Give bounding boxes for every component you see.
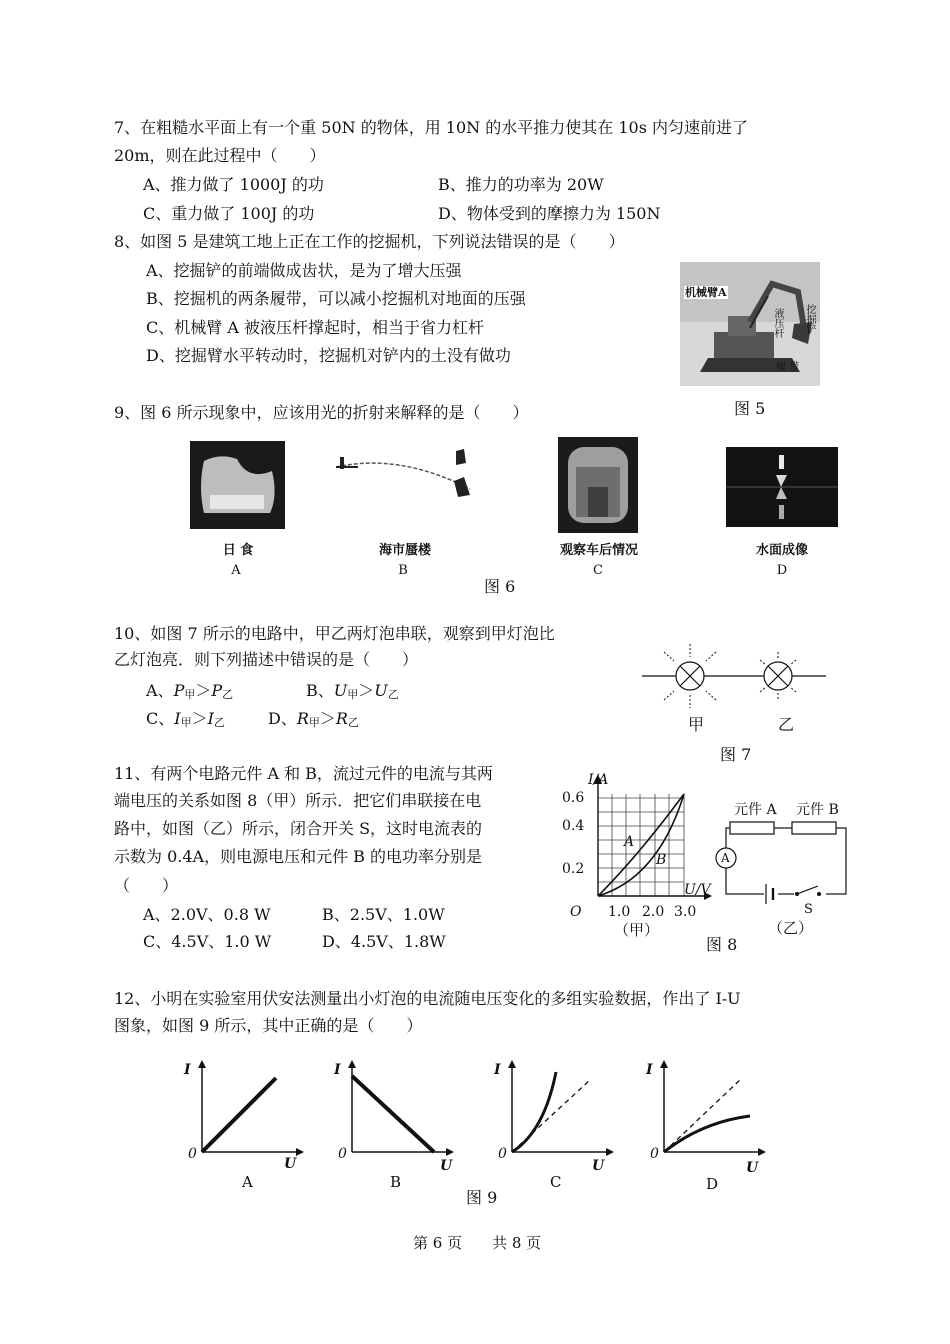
q10-stem-line1: 10、如图 7 所示的电路中，甲乙两灯泡串联，观察到甲灯泡比: [114, 624, 555, 643]
q10-option-b: [306, 681, 399, 705]
fig6-caption-c: 观察车后情况: [559, 543, 638, 558]
q8-option-a: A、挖掘铲的前端做成齿状，是为了增大压强: [146, 261, 462, 280]
q8-option-d: D、挖掘臂水平转动时，挖掘机对铲内的土没有做功: [146, 346, 511, 365]
q10-opt-a-var1: P: [173, 681, 185, 700]
fig9-c-letter: C: [550, 1173, 562, 1191]
series-circuit: [706, 796, 856, 942]
excavator-label-arm: 机械臂A: [685, 286, 727, 299]
mirage-image: [330, 441, 480, 507]
figure-5-caption: 图 5: [734, 399, 766, 418]
q10-opt-c-rel: ＞: [191, 709, 208, 728]
q10-opt-d-sub2: 乙: [347, 716, 359, 729]
fig6-letter-d: D: [776, 563, 788, 578]
car-mirror-image: [558, 437, 638, 533]
q10-opt-d-rel: ＞: [319, 709, 336, 728]
q8-option-b: B、挖掘机的两条履带，可以减小挖掘机对地面的压强: [146, 289, 526, 308]
circuit-ammeter-icon: A: [721, 851, 730, 865]
q10-option-c: [146, 709, 225, 733]
fig9-graph-c: [490, 1056, 620, 1196]
excavator-label-track: 履 带: [776, 362, 800, 373]
q10-opt-d-sub1: 甲: [308, 716, 320, 729]
mirage-drawing: [330, 441, 480, 507]
graph-jia-xtick-1: 1.0: [608, 904, 631, 920]
figure-7-caption: 图 7: [720, 745, 752, 764]
q11-stem-line2: 端电压的关系如图 8（甲）所示．把它们串联接在电: [114, 791, 482, 810]
fig6-caption-b: 海市蜃楼: [378, 543, 431, 558]
q11-option-d: D、4.5V、1.8W: [322, 932, 446, 951]
fig9-c-origin: 0: [498, 1146, 507, 1162]
q7-option-a: A、推力做了 1000J 的功: [143, 175, 324, 194]
q10-opt-c-var2: I: [207, 709, 214, 728]
fig9-a-origin: 0: [188, 1146, 197, 1162]
q10-opt-b-sub2: 乙: [387, 688, 399, 701]
fig9-a-letter: A: [242, 1173, 253, 1191]
graph-jia-xtick-2: 2.0: [642, 904, 665, 920]
graph-jia-xlabel: U/V: [684, 882, 711, 898]
fig9-b-letter: B: [390, 1173, 402, 1191]
fig9-c-xlabel: U: [592, 1158, 605, 1174]
circuit-caption: （乙）: [768, 919, 814, 937]
excavator-label-rod: 液压杆: [772, 308, 783, 338]
graph-jia-xtick-3: 3.0: [674, 904, 697, 920]
lamps-circuit-drawing: [640, 642, 830, 712]
lamp-jia-label: 甲: [688, 715, 705, 734]
graph-jia-curve-a-label: A: [624, 834, 635, 850]
q10-opt-b-var2: U: [374, 681, 388, 700]
q11-option-b: B、2.5V、1.0W: [322, 905, 445, 924]
q7-stem-line2: 20m，则在此过程中（ ）: [114, 146, 326, 165]
fig9-graph-b: [330, 1056, 460, 1196]
q10-opt-b-sub1: 甲: [347, 688, 359, 701]
q10-opt-b-prefix: B、: [306, 681, 334, 700]
figure-8-caption: 图 8: [706, 935, 738, 954]
fig9-a-xlabel: U: [284, 1156, 297, 1172]
fig9-a-ylabel: I: [184, 1062, 191, 1078]
fig9-c-ylabel: I: [494, 1062, 501, 1078]
q11-stem-line5: （ ）: [114, 876, 179, 895]
page-footer: 第 6 页 共 8 页: [413, 1234, 542, 1252]
fig6-letter-b: B: [398, 563, 408, 578]
q10-opt-b-var1: U: [333, 681, 348, 700]
q8-stem: 8、如图 5 是建筑工地上正在工作的挖掘机，下列说法错误的是（ ）: [114, 232, 625, 251]
iu-graph-jia: [558, 768, 718, 940]
car-mirror-drawing: [558, 437, 638, 533]
water-reflection-image: [726, 447, 838, 527]
q10-option-d: [268, 709, 359, 733]
q11-stem-line1: 11、有两个电路元件 A 和 B，流过元件的电流与其两: [114, 764, 493, 783]
q10-opt-a-var2: P: [211, 681, 223, 700]
q7-option-b: B、推力的功率为 20W: [438, 175, 604, 194]
lamp-yi-label: 乙: [778, 715, 795, 734]
q10-opt-a-rel: ＞: [195, 681, 212, 700]
figure-9-caption: 图 9: [466, 1188, 498, 1207]
q11-stem-line4: 示数为 0.4A，则电源电压和元件 B 的电功率分别是: [114, 847, 483, 866]
q11-option-a: A、2.0V、0.8 W: [143, 905, 271, 924]
fig9-d-letter: D: [706, 1175, 719, 1193]
fig9-graph-d: [642, 1056, 772, 1196]
q10-opt-d-prefix: D、: [268, 709, 297, 728]
fig9-d-ylabel: I: [646, 1062, 653, 1078]
graph-jia-caption: （甲）: [614, 921, 660, 939]
fig6-caption-d: 水面成像: [755, 543, 808, 558]
q11-stem-line3: 路中，如图（乙）所示，闭合开关 S，这时电流表的: [114, 819, 483, 838]
q10-opt-c-sub2: 乙: [213, 716, 225, 729]
q10-opt-a-sub2: 乙: [222, 688, 234, 701]
graph-jia-ylabel: I/A: [588, 772, 609, 788]
q10-opt-a-prefix: A、: [146, 681, 174, 700]
graph-jia-ytick-04: 0.4: [562, 818, 585, 834]
q10-opt-c-prefix: C、: [146, 709, 175, 728]
q7-stem-line1: 7、在粗糙水平面上有一个重 50N 的物体，用 10N 的水平推力使其在 10s 内匀速前进了: [114, 118, 748, 137]
circuit-switch-label: S: [804, 902, 813, 917]
q10-opt-c-sub1: 甲: [180, 716, 192, 729]
fig9-graph-a: [180, 1056, 310, 1196]
fig9-b-origin: 0: [338, 1146, 347, 1162]
q10-opt-b-rel: ＞: [358, 681, 375, 700]
q10-opt-c-var1: I: [174, 709, 181, 728]
graph-jia-ytick-06: 0.6: [562, 790, 585, 806]
graph-jia-curve-b-label: B: [656, 852, 667, 868]
circuit-elem-a-label: 元件 A: [734, 802, 777, 818]
fig6-caption-a: 日 食: [222, 543, 254, 558]
fig9-b-xlabel: U: [440, 1158, 453, 1174]
eclipse-drawing: [190, 441, 285, 529]
q9-stem: 9、图 6 所示现象中，应该用光的折射来解释的是（ ）: [114, 403, 529, 422]
q10-opt-d-var2: R: [335, 709, 348, 728]
q10-opt-d-var1: R: [296, 709, 309, 728]
fig9-d-xlabel: U: [746, 1160, 759, 1176]
q7-option-d: D、物体受到的摩擦力为 150N: [438, 204, 661, 223]
fig9-d-origin: 0: [650, 1146, 659, 1162]
q10-stem-line2: 乙灯泡亮．则下列描述中错误的是（ ）: [114, 650, 419, 669]
lamp-yi-icon: [760, 652, 796, 700]
circuit-elem-b-label: 元件 B: [796, 802, 839, 818]
fig9-b-ylabel: I: [334, 1062, 341, 1078]
excavator-label-shovel: 挖掘铲: [804, 304, 815, 334]
q12-stem-line2: 图象，如图 9 所示，其中正确的是（ ）: [114, 1016, 423, 1035]
fig6-letter-a: A: [231, 563, 241, 578]
q10-option-a: [146, 681, 233, 705]
graph-jia-origin: O: [570, 904, 582, 920]
figure-6-caption: 图 6: [484, 577, 516, 596]
q7-option-c: C、重力做了 100J 的功: [143, 204, 315, 223]
q10-opt-a-sub1: 甲: [184, 688, 196, 701]
excavator-figure: [680, 262, 820, 386]
q8-option-c: C、机械臂 A 被液压杆撑起时，相当于省力杠杆: [146, 318, 484, 337]
graph-jia-ytick-02: 0.2: [562, 861, 585, 877]
lamps-figure: [640, 642, 830, 712]
q12-stem-line1: 12、小明在实验室用伏安法测量出小灯泡的电流随电压变化的多组实验数据，作出了 I-U: [114, 989, 741, 1008]
water-reflection-drawing: [726, 447, 838, 527]
fig6-letter-c: C: [593, 563, 603, 578]
eclipse-image: [190, 441, 285, 529]
q11-option-c: C、4.5V、1.0 W: [143, 932, 272, 951]
